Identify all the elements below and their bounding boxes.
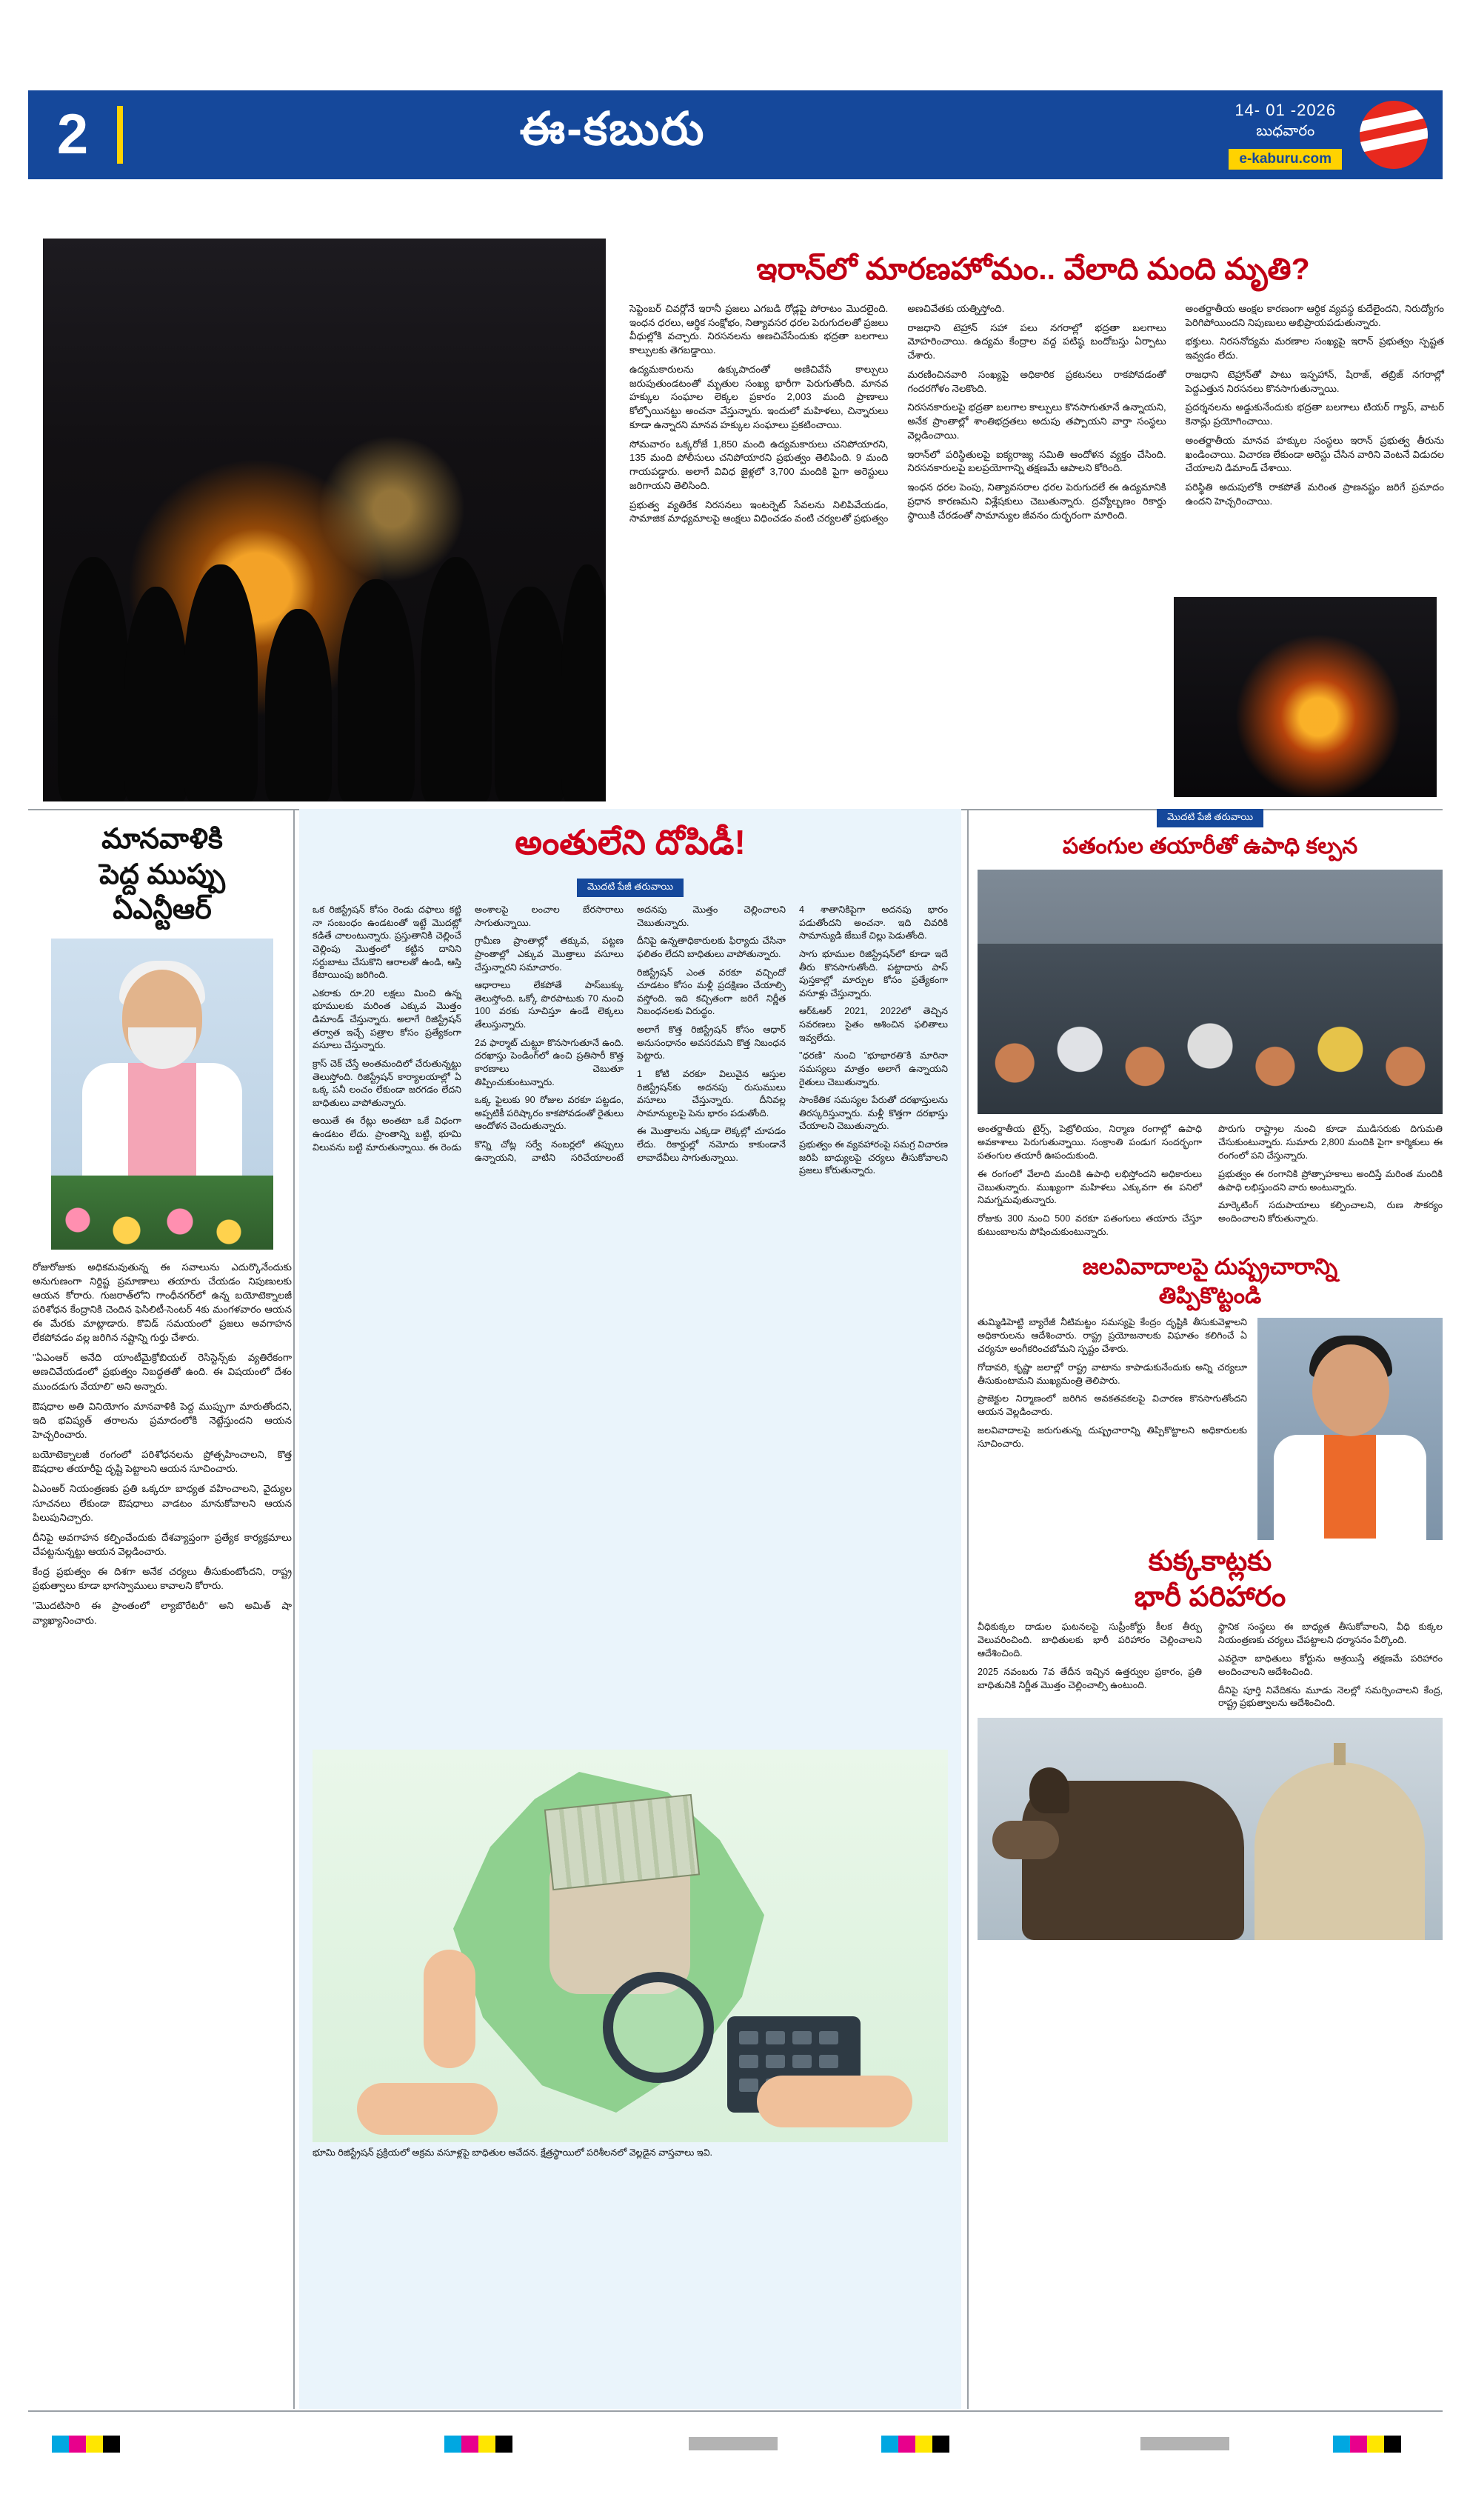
swatch-group-3 (881, 2436, 949, 2453)
photo-scarf (1324, 1435, 1376, 1539)
swatch-magenta (898, 2436, 915, 2453)
gray-bar-1 (689, 2437, 778, 2450)
swatch-group-2 (444, 2436, 512, 2453)
paragraph: అయితే ఈ రేట్లు అంతటా ఒకే విధంగా ఉండటం లేదు. ప్రాంతాన్ని బట్టి, భూమి విలువను బట్టి మారుతున్నాయి. ఈ రెండు అంశాలపై లంచాల బేరసారాలు సాగుతున్నాయి. (313, 904, 624, 1153)
paragraph: ప్రభుత్వ వ్యతిరేక నిరసనలు ఇంటర్నెట్ సేవలను నిలిపివేయడం, సామాజిక మాధ్యమాలపై ఆంక్షలు విధించడం వంటి చర్యలతో ప్రభుత్వం అణచివేతకు యత్నిస్తోంది. (629, 303, 1005, 524)
paragraph: రిజిస్ట్రేషన్ ఎంత వరకూ వచ్చిందో చూడటం కోసం మళ్లీ ప్రదక్షిణం చేయాల్సి వస్తోంది. ఇది కచ్చితంగా జరిగే నిర్ణీత నిబంధనలకు విరుద్ధం. (637, 967, 786, 1017)
vertical-rule-left (293, 809, 295, 2409)
swatch-cyan (52, 2436, 69, 2453)
paragraph: క్రాస్ చెక్ చేస్తే అంతమందిలో చేరుతున్నట్టు తెలుస్తోంది. రిజిస్ట్రేషన్ కార్యాలయాల్లో ఏ ఒక్క పనీ లంచం లేకుండా జరగడం లేదని బాధితులు వాపోతున్నారు. (313, 1058, 461, 1108)
right-story1-byline (978, 809, 1443, 827)
supreme-court-dome (1254, 1762, 1425, 1940)
paragraph: ప్రాజెక్టుల నిర్మాణంలో జరిగిన అవకతవకలపై విచారణ కొనసాగుతోందని ఆయన వెల్లడించారు. (978, 1393, 1247, 1418)
paragraph: రాజధాని టెహ్రాన్‌తో పాటు ఇస్ఫహాన్, షిరాజ్, తబ్రిజ్ నగరాల్లో పెద్దఎత్తున నిరసనలు కొనసాగుతున్నాయి. (1185, 368, 1444, 394)
paragraph: ఉద్యమకారులను ఉక్కుపాదంతో అణిచివేసే కాల్పులు జరుపుతుండటంతో మృతుల సంఖ్య భారీగా పెరుగుతోంది. మానవ హక్కుల సంఘాల లెక్కల ప్రకారం 2,003 మంది ప్రాణాలు కోల్పోయినట్టు అంచనా వేస్తున్నారు. ఇందులో మహిళలు, చిన్నారులు కూడా ఉన్నారని మానవ హక్కుల సంఘాలు ప్రకటించాయి. (629, 363, 889, 430)
paragraph: గోదావరి, కృష్ణా జలాల్లో రాష్ట్ర వాటాను కాపాడుకునేందుకు అన్ని చర్యలూ తీసుకుంటామని ముఖ్యమంత్రి తెలిపారు. (978, 1361, 1247, 1386)
paragraph: సాగు భూముల రిజిస్ట్రేషన్‌లో కూడా ఇదే తీరు కొనసాగుతోంది. పట్టాదారు పాస్ పుస్తకాల్లో మార్పుల కోసం ప్రత్యేకంగా వసూళ్లు చేస్తున్నారు. (799, 948, 948, 999)
amit-shah-photo (51, 939, 273, 1250)
kite-making-photo (978, 870, 1443, 1114)
photo-flower-garland (51, 1176, 273, 1250)
swatch-cyan (444, 2436, 461, 2453)
paragraph: ఏఎంఆర్ నియంత్రణకు ప్రతి ఒక్కరూ బాధ్యత వహించాలని, వైద్యుల సూచనలు లేకుండా ఔషధాలు వాడటం మానుకోవాలని ఆయన పిలుపునిచ్చారు. (33, 1483, 292, 1523)
revanth-reddy-photo (1257, 1318, 1443, 1540)
paragraph: మరణించినవారి సంఖ్యపై అధికారిక ప్రకటనలు రాకపోవడంతో గందరగోళం నెలకొంది. (907, 368, 1166, 394)
paragraph: సాంకేతిక సమస్యల పేరుతో దరఖాస్తులను తిరస్కరిస్తున్నారు. మళ్లీ కొత్తగా దరఖాస్తు చేయాలని చెబుతున్నారు. (799, 1095, 948, 1132)
paragraph: గ్రామీణ ప్రాంతాల్లో తక్కువ, పట్టణ ప్రాంతాల్లో ఎక్కువ మొత్తాలు వసూలు చేస్తున్నారని సమాచారం. (475, 936, 624, 973)
page-number: 2 (56, 103, 89, 166)
masthead-divider (117, 106, 123, 164)
paragraph: 1 కోటి వరకూ విలువైన ఆస్తుల రిజిస్ట్రేషన్‌కు అదనపు రుసుములు వసూలు చేస్తున్నారు. దీనివల్ల సామాన్యులపై పెను భారం పడుతోంది. (637, 1068, 786, 1119)
hand-pen (424, 1950, 475, 2068)
swatch-black (495, 2436, 512, 2453)
headline-line: జలవివాదాలపై దుష్ప్రచారాన్ని (1082, 1255, 1338, 1279)
headline-line: తిప్పికొట్టండి (1158, 1284, 1262, 1308)
hand-right (757, 2076, 912, 2127)
photo-crowd (978, 944, 1443, 1114)
paragraph: 2వ ఫార్మాట్ చుట్టూ కొనసాగుతూనే ఉంది. దరఖాస్తు పెండింగ్‌లో ఉంచి ప్రతిసారీ కొత్త కారణాలు చెబుతూ తిప్పించుకుంటున్నారు. (475, 1037, 624, 1087)
publication-title: ఈ-కబురు (519, 104, 706, 155)
paragraph: ఈ రంగంలో వేలాది మందికి ఉపాధి లభిస్తోందని అధికారులు చెబుతున్నారు. ముఖ్యంగా మహిళలు ఎక్కువగా ఈ పనిలో నిమగ్నమవుతున్నారు. (978, 1168, 1202, 1206)
right-story1-headline: పతంగుల తయారీతో ఉపాధి కల్పన (1062, 834, 1358, 859)
hand-left (357, 2083, 498, 2135)
top-story-photo (43, 239, 606, 801)
swatch-yellow (915, 2436, 932, 2453)
top-story-headline: ఇరాన్‌లో మారణహోమం.. వేలాది మంది మృతి? (756, 252, 1310, 286)
right-story3-body (978, 1621, 1443, 1710)
paragraph: బయోటెక్నాలజీ రంగంలో పరిశోధనలను ప్రోత్సహించాలని, కొత్త ఔషధాల తయారీపై దృష్టి పెట్టాలని ఆయన సూచించారు. (33, 1449, 292, 1475)
paragraph: రోజుకు 300 నుంచి 500 వరకూ పతంగులు తయారు చేస్తూ కుటుంబాలను పోషించుకుంటున్నారు. (978, 1213, 1202, 1238)
photo-gradient (1174, 597, 1437, 797)
swatch-magenta (1350, 2436, 1367, 2453)
paragraph: భక్తులు. నిరసనోద్యమ మరణాల సంఖ్యపై ఇరాన్ ప్రభుత్వం స్పష్టత ఇవ్వడం లేదు. (1185, 336, 1444, 361)
headline-line: పెద్ద ముప్పు (99, 859, 225, 890)
paragraph: వీధికుక్కల దాడుల ఘటనలపై సుప్రీంకోర్టు కీలక తీర్పు వెలువరించింది. బాధితులకు భారీ పరిహారం చెల్లించాలని ఆదేశించింది. (978, 1621, 1202, 1659)
paragraph: 4 శాతానికిపైగా అదనపు భారం పడుతోందని అంచనా. ఇది చివరికి సామాన్యుడి జేబుకే చిల్లు పెడుతోంది. (799, 904, 948, 941)
top-story-secondary-photo (1174, 597, 1437, 797)
swatch-magenta (461, 2436, 478, 2453)
paragraph: సోమవారం ఒక్కరోజే 1,850 మంది ఉద్యమకారులు చనిపోయారని, 135 మంది పోలీసులు చనిపోయారని ప్రభుత్వం తెలిపింది. 9 మంది గాయపడ్డారు. అలాగే వివిధ జైళ్లలో 3,700 మందికి పైగా అరెస్టులు జరిగాయని తెలిసింది. (629, 438, 889, 491)
paragraph: జలవివాదాలపై జరుగుతున్న దుష్ప్రచారాన్ని తిప్పికొట్టాలని అధికారులకు సూచించారు. (978, 1425, 1247, 1449)
paragraph: ప్రభుత్వం ఈ వ్యవహారంపై సమగ్ర విచారణ జరిపి బాధ్యులపై చర్యలు తీసుకోవాలని ప్రజలు కోరుతున్నారు. (799, 1139, 948, 1176)
paragraph: ఒక రిజిస్ట్రేషన్ కోసం రెండు దఫాలు కట్టి నా సంబంధం ఉండటంతో ఇట్టే మొదట్లో కడితే చాలంటున్నారు. ప్రస్తుతానికి చెల్లించే చెల్లింపు మొత్తంలో కట్టిన దానిని సర్దుబాటు చేసుకొని ఆరాలతో ఉండి, ఆస్తి కేటాయింపు జరిగింది. (313, 904, 461, 981)
paragraph: ఎకరాకు రూ.20 లక్షలు మించి ఉన్న భూములకు మరింత ఎక్కువ మొత్తం డిమాండ్ చేస్తున్నారు. అలాగే రిజిస్ట్రేషన్ తర్వాత ఇచ్చే పత్రాల కోసం ప్రత్యేకంగా వసూలు చేస్తున్నారు. (313, 987, 461, 1051)
swatch-group-4 (1333, 2436, 1401, 2453)
paragraph: ఆర్‌ఓఆర్ 2021, 2022లో తెచ్చిన సవరణలు సైతం ఆశించిన ఫలితాలు ఇవ్వలేదు. (799, 1006, 948, 1043)
left-column (33, 822, 292, 1633)
right-story3-headline (978, 1544, 1443, 1615)
center-body (313, 904, 948, 1741)
masthead-right (1095, 90, 1443, 179)
paragraph: ఔషధాల అతి వినియోగం మానవాళికి పెద్ద ముప్పుగా మారుతోందని, ఇది భవిష్యత్ తరాలను ప్రమాదంలోకి నెట్టేస్తుందని ఆయన హెచ్చరించారు. (33, 1400, 292, 1441)
paragraph: పరిస్థితి అదుపులోకి రాకపోతే మరింత ప్రాణనష్టం జరిగే ప్రమాదం ఉందని హెచ్చరించాయి. (1185, 481, 1444, 507)
left-headline (33, 822, 292, 928)
swatch-yellow (478, 2436, 495, 2453)
paragraph: సెప్టెంబర్ చివర్లోనే ఇరానీ ప్రజలు ఎగబడి రోడ్లపై పోరాటం మొదలైంది. ఇంధన ధరలు, ఆర్థిక సంక్షోభం, నిత్యావసర ధరల పెరుగుదలతో ప్రజలు వీధుల్లోకి వచ్చారు. నిరసనలను అణచివేసేందుకు భద్రతా బలగాలు కాల్పులకు తెగబడ్డాయి. (629, 303, 889, 356)
byline-label: మొదటి పేజీ తరువాయి (577, 879, 684, 897)
swatch-group-1 (52, 2436, 120, 2453)
dog-figure (1022, 1781, 1244, 1940)
dog-snout (992, 1821, 1059, 1859)
paragraph: కేంద్ర ప్రభుత్వం ఈ దిశగా అనేక చర్యలు తీసుకుంటోందని, రాష్ట్ర ప్రభుత్వాలు కూడా భాగస్వాములు కావాలని కోరారు. (33, 1566, 292, 1592)
paragraph: ప్రభుత్వం ఈ రంగానికి ప్రోత్సాహకాలు అందిస్తే మరింత మందికి ఉపాధి లభిస్తుందని వారు అంటున్నారు. (1218, 1168, 1443, 1193)
paragraph: అలాగే కొత్త రిజిస్ట్రేషన్ కోసం ఆధార్ అనుసంధానం అవసరమని కొత్త నిబంధన పెట్టారు. (637, 1024, 786, 1061)
center-package (299, 809, 961, 2409)
vertical-rule-right (967, 809, 969, 2409)
right-story1-body (978, 1123, 1443, 1239)
website-url: e-kaburu.com (1229, 149, 1342, 170)
date-block (1229, 101, 1342, 170)
right-column (978, 809, 1443, 1940)
issue-weekday: బుధవారం (1256, 122, 1315, 139)
magnifier-icon (603, 1972, 714, 2083)
photo-head (1312, 1344, 1389, 1436)
swatch-magenta (69, 2436, 86, 2453)
center-byline (299, 879, 961, 897)
paragraph: అంతర్జాతీయ ఆంక్షల కారణంగా ఆర్థిక వ్యవస్థ కుదేలైందని, నిరుద్యోగం పెరిగిపోయిందని నిపుణులు అభిప్రాయపడుతున్నారు. (1185, 303, 1444, 328)
paragraph: పొరుగు రాష్ట్రాల నుంచి కూడా ముడిసరుకు దిగుమతి చేసుకుంటున్నారు. సుమారు 2,800 మందికి పైగా కార్మికులు ఈ రంగంలో పని చేస్తున్నారు. (1218, 1124, 1443, 1161)
center-photo-caption: భూమి రిజిస్ట్రేషన్ ప్రక్రియలో అక్రమ వసూళ్లపై బాధితుల ఆవేదన. క్షేత్రస్థాయిలో పరిశీలనలో వెల్లడైన వాస్తవాలు ఇవి. (313, 2147, 713, 2158)
horizontal-rule-bottom (28, 2410, 1443, 2412)
crowd-silhouettes (43, 239, 606, 801)
paragraph: 2025 నవంబరు 7వ తేదీన ఇచ్చిన ఉత్తర్వుల ప్రకారం, ప్రతి బాధితునికి నిర్ణీత మొత్తం చెల్లించాల్సి ఉంటుంది. (978, 1666, 1202, 1690)
headline-line: ఏఎన్టీఆర్ (113, 894, 212, 925)
paragraph: కొన్ని చోట్ల సర్వే నంబర్లలో తప్పులు ఉన్నాయని, వాటిని సరిచేయాలంటే అదనపు మొత్తం చెల్లించాలని చెబుతున్నారు. (475, 904, 786, 1163)
swatch-cyan (1333, 2436, 1350, 2453)
paragraph: మార్కెటింగ్ సదుపాయాలు కల్పించాలని, రుణ సౌకర్యం అందించాలని కోరుతున్నారు. (1218, 1200, 1443, 1224)
swatch-black (1384, 2436, 1401, 2453)
footer-registration-bars (0, 2430, 1470, 2474)
byline-label: మొదటి పేజీ తరువాయి (1157, 809, 1263, 827)
paragraph: రోజురోజుకు అధికమవుతున్న ఈ సవాలును ఎదుర్కొనేందుకు అనుగుణంగా నిర్దిష్ట ప్రమాణాలు తయారు చేయడం నిపుణులకు ఆయన కోరారు. గుజరాత్‌లోని గాంధీనగర్‌లో ఉన్న బయోటెక్నాలజీ పరిశోధన కేంద్రానికి చెందిన ఫెసిలిటీ-సెంటర్ 4కు మంగళవారం ఆయన ఈ మేరకు మాట్లాడారు. కొవిడ్ సమయంలో ప్రజలు అవగాహన లేకపోవడం వల్ల జరిగిన నష్టాన్ని గుర్తు చేశారు. (33, 1261, 292, 1344)
paragraph: తుమ్మిడిహెట్టి బ్యారేజీ నీటిమట్టం సమస్యపై కేంద్రం దృష్టికి తీసుకువెళ్లాలని అధికారులను ఆదేశించారు. రాష్ట్ర ప్రయోజనాలకు విఘాతం కలిగించే ఏ చర్యనూ అంగీకరించబోమని స్పష్టం చేశారు. (978, 1317, 1247, 1354)
issue-date: 14- 01 -2026 (1235, 100, 1337, 119)
dog-ear (1029, 1767, 1069, 1813)
sunburst-logo-icon (1360, 101, 1428, 169)
paragraph: దీనిపై ఉన్నతాధికారులకు ఫిర్యాదు చేసినా ఫలితం లేదని బాధితులు వాపోతున్నారు. (637, 936, 786, 959)
paragraph: "ధరణి" నుంచి "భూభారతి"కి మారినా సమస్యలు మాత్రం అలాగే ఉన్నాయని రైతులు చెబుతున్నారు. (799, 1050, 948, 1087)
swatch-black (103, 2436, 120, 2453)
swatch-cyan (881, 2436, 898, 2453)
paragraph: ఇరాన్‌లో పరిస్థితులపై ఐక్యరాజ్య సమితి ఆందోళన వ్యక్తం చేసింది. నిరసనకారులపై బలప్రయోగాన్ని తక్షణమే ఆపాలని కోరింది. (907, 448, 1166, 474)
masthead (28, 90, 1443, 179)
paragraph: అంతర్జాతీయ టైర్స్, పెట్రోలియం, నిర్మాణ రంగాల్లో ఉపాధి అవకాశాలు పెరుగుతున్నాయి. సంక్రాంతి పండుగ సందర్భంగా పతంగుల తయారీ ఊపందుకుంది. (978, 1124, 1202, 1161)
stray-dog-supreme-court-photo (978, 1718, 1443, 1940)
paragraph: దీనిపై అవగాహన కల్పించేందుకు దేశవ్యాప్తంగా ప్రత్యేక కార్యక్రమాలు చేపట్టనున్నట్టు ఆయన వెల్లడించారు. (33, 1531, 292, 1558)
paragraph: ఆధారాలు లేకపోతే పాస్‌బుక్కు తెలుస్తోంది. ఒక్కో పొరపాటుకు 70 నుంచి 100 వరకు సూచిస్తూ ఉండే లెక్కలు తేలుస్తున్నారు. (475, 980, 624, 1030)
headline-line: మానవాళికి (101, 824, 223, 855)
paragraph: ఈ మొత్తాలను ఎక్కడా లెక్కల్లో చూపడం లేదు. రికార్డుల్లో నమోదు కాకుండానే లావాదేవీలు సాగుతున్నాయి. (637, 1126, 786, 1163)
center-illustration (313, 1750, 948, 2142)
paragraph: ఎవరైనా బాధితులు కోర్టును ఆశ్రయిస్తే తక్షణమే పరిహారం అందించాలని ఆదేశించింది. (1218, 1653, 1443, 1677)
paragraph: "మొదటిసారి ఈ ప్రాంతంలో ల్యాబొరేటరీ" అని అమిత్ షా వ్యాఖ్యానించారు. (33, 1600, 292, 1626)
headline-line: కుక్కకాట్లకు (1148, 1546, 1272, 1577)
center-headline: అంతులేని దోపిడీ! (515, 823, 746, 861)
swatch-yellow (1367, 2436, 1384, 2453)
paragraph: ఇంధన ధరల పెంపు, నిత్యావసరాల ధరల పెరుగుదలే ఈ ఉద్యమానికి ప్రధాన కారణమని విశ్లేషకులు చెబుతున్నారు. ద్రవ్యోల్బణం రికార్డు స్థాయికి చేరడంతో సామాన్యుల జీవనం దుర్భరంగా మారింది. (907, 481, 1166, 521)
paragraph: "ఏఎంఆర్ అనేది యాంటీమైక్రోబియల్ రెసిస్టెన్స్‌కు వ్యతిరేకంగా అణచివేయడంలో ప్రభుత్వం నిబద్ధతతో ఉంది. ఈ విషయంలో దేశం ముందడుగు వేయాలి" అని అన్నారు. (33, 1352, 292, 1392)
swatch-black (932, 2436, 949, 2453)
paragraph: అంతర్జాతీయ మానవ హక్కుల సంస్థలు ఇరాన్ ప్రభుత్వ తీరును ఖండించాయి. విచారణ లేకుండా అరెస్టు చేసిన వారిని వెంటనే విడుదల చేయాలని డిమాండ్ చేశాయి. (1185, 434, 1444, 474)
paragraph: నిరసనకారులపై భద్రతా బలగాల కాల్పులు కొనసాగుతూనే ఉన్నాయని, అనేక ప్రాంతాల్లో శాంతిభద్రతలు అదుపు తప్పాయని వార్తా సంస్థలు వెల్లడించాయి. (907, 401, 1166, 441)
paragraph: దీనిపై పూర్తి నివేదికను మూడు నెలల్లో సమర్పించాలని కేంద్ర, రాష్ట్ర ప్రభుత్వాలను ఆదేశించింది. (1218, 1684, 1443, 1709)
paragraph: ప్రదర్శనలను అడ్డుకునేందుకు భద్రతా బలగాలు టియర్ గ్యాస్, వాటర్ కెనాన్లు ప్రయోగించాయి. (1185, 401, 1444, 427)
gray-bar-2 (1140, 2437, 1229, 2450)
right-story2-headline (978, 1253, 1443, 1310)
headline-line: భారీ పరిహారం (1134, 1581, 1286, 1613)
photo-scarf (128, 1063, 196, 1189)
swatch-yellow (86, 2436, 103, 2453)
paragraph: ఒక్క ఫైలుకు 90 రోజుల వరకూ పట్టడం, అప్పటికీ పరిష్కారం కాకపోవడంతో రైతులు ఆందోళన చెందుతున్నారు. (475, 1095, 624, 1132)
paragraph: రాజధాని టెహ్రాన్ సహా పలు నగరాల్లో భద్రతా బలగాలు మోహరించాయి. ఉద్యమ కేంద్రాల వద్ద పటిష్ఠ బందోబస్తు ఏర్పాటు చేశారు. (907, 321, 1166, 361)
left-column-body (33, 1260, 292, 1627)
paragraph: స్థానిక సంస్థలు ఈ బాధ్యత తీసుకోవాలని, వీధి కుక్కల నియంత్రణకు చర్యలు చేపట్టాలని ధర్మాసనం పేర్కొంది. (1218, 1621, 1443, 1645)
currency-notes-icon (544, 1794, 700, 1890)
